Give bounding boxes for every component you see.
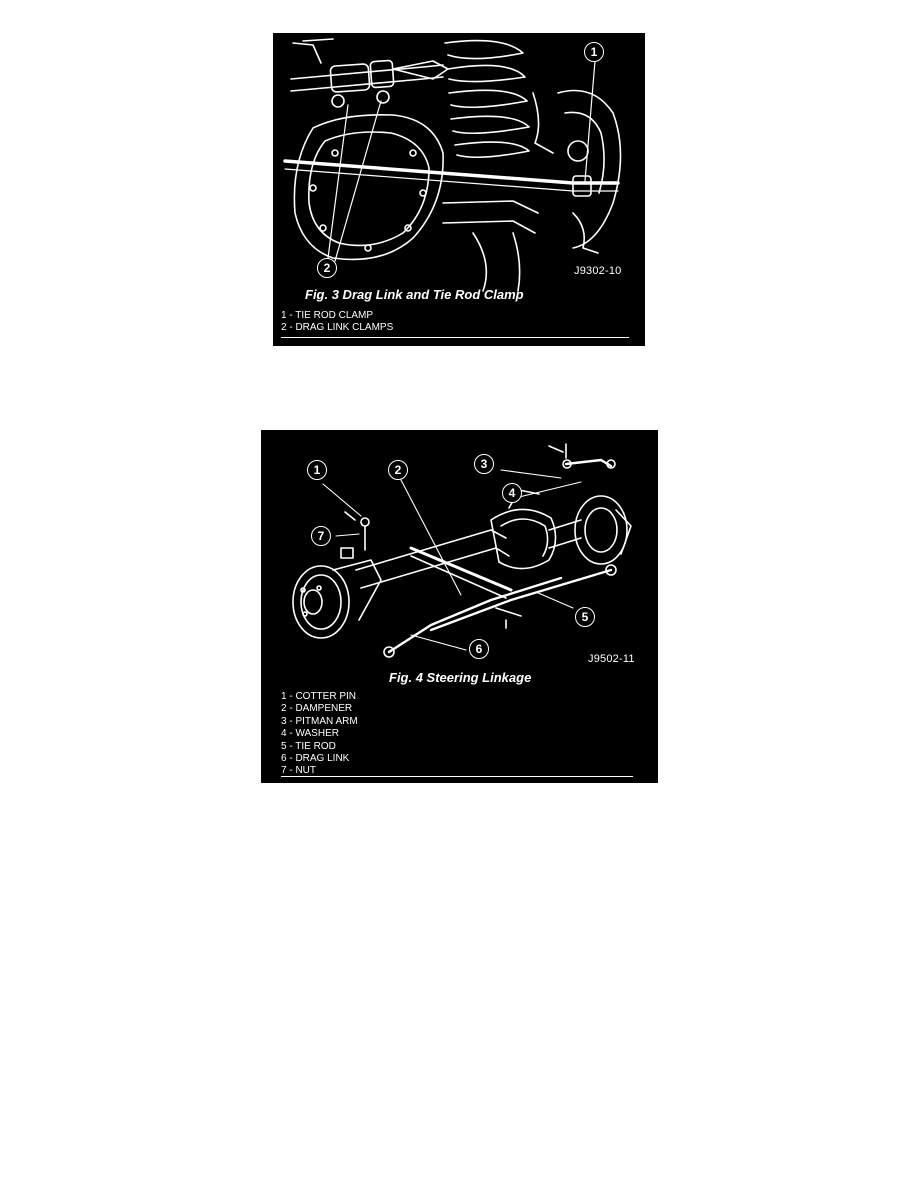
- callout-6: 6: [469, 639, 489, 659]
- figure-3-drag-link-tie-rod-clamp: [273, 33, 645, 346]
- legend-item: 7 - NUT: [281, 765, 316, 777]
- drag-link-clamp-illustration: [273, 33, 645, 293]
- callout-2: 2: [388, 460, 408, 480]
- legend-rule: [281, 337, 629, 338]
- figure-legend: [281, 310, 393, 335]
- legend-item: 6 - DRAG LINK: [281, 753, 350, 765]
- callout-3: 3: [474, 454, 494, 474]
- figure-4-steering-linkage: [261, 430, 658, 783]
- callout-2: 2: [317, 258, 337, 278]
- legend-rule: [281, 776, 633, 777]
- legend-item: 4 - WASHER: [281, 728, 339, 740]
- legend-item: 5 - TIE ROD: [281, 740, 336, 752]
- legend-item: 1 - COTTER PIN: [281, 691, 357, 702]
- legend-item: 2 - DRAG LINK CLAMPS: [281, 322, 394, 334]
- figure-code: J9502-11: [588, 653, 635, 665]
- figure-caption: Fig. 3 Drag Link and Tie Rod Clamp: [305, 287, 524, 302]
- callout-4: 4: [502, 483, 522, 503]
- legend-item: 1 - TIE ROD CLAMP: [281, 310, 374, 321]
- figure-caption: Fig. 4 Steering Linkage: [389, 670, 532, 685]
- callout-1: 1: [584, 42, 604, 62]
- callout-5: 5: [575, 607, 595, 627]
- legend-item: 2 - DAMPENER: [281, 703, 353, 715]
- legend-item: 3 - PITMAN ARM: [281, 715, 358, 727]
- callout-7: 7: [311, 526, 331, 546]
- callout-1: 1: [307, 460, 327, 480]
- figure-legend: [281, 691, 358, 778]
- figure-code: J9302-10: [574, 265, 622, 277]
